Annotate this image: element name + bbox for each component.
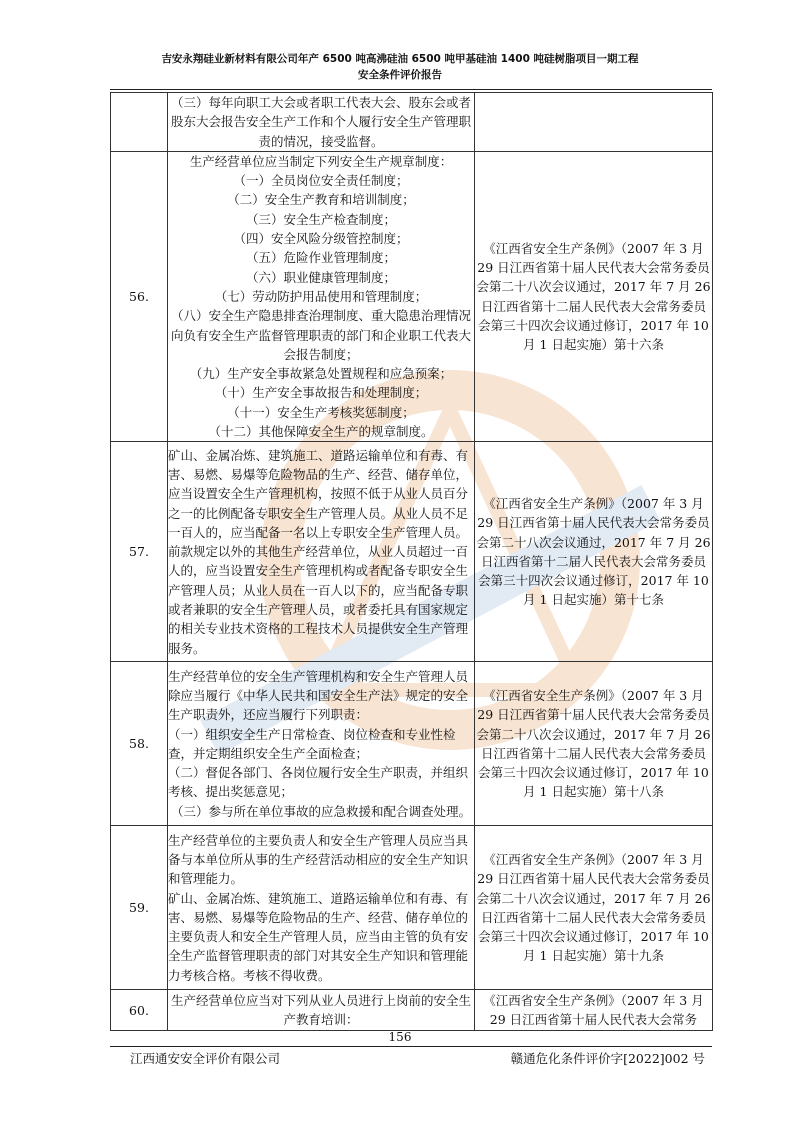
requirement-line: 前款规定以外的其他生产经营单位，从业人员超过一百人的，应当设置安全生产管理机构或者配备专职安全生产管理人员；从业人员在一百人以下的，应当配备专职或者兼职的安全生产管理人员，或者委托具有国家规定的相关专业技术资格的工程技术人员提供安全生产管理服务。 bbox=[168, 544, 469, 656]
table-row bbox=[111, 826, 713, 990]
requirement-line: 生产经营单位应当制定下列安全生产规章制度： bbox=[189, 153, 453, 169]
row-number: 59. bbox=[111, 826, 168, 990]
page-number: 156 bbox=[388, 1030, 412, 1044]
requirement-line: （二）安全生产教育和培训制度； bbox=[227, 192, 415, 208]
table-row bbox=[111, 662, 713, 826]
requirement-line: （十一）安全生产考核奖惩制度； bbox=[227, 404, 415, 420]
requirement-cell bbox=[168, 442, 475, 662]
requirement-cell bbox=[168, 662, 475, 826]
table-row bbox=[111, 442, 713, 662]
requirement-line: （六）职业健康管理制度； bbox=[245, 269, 396, 285]
requirement-line: 生产经营单位应当对下列从业人员进行上岗前的安全生产教育培训： bbox=[170, 993, 471, 1028]
report-header bbox=[0, 51, 800, 83]
footer-document-number: 赣通危化条件评价字[2022]002 号 bbox=[510, 1051, 705, 1066]
requirement-line: （一）组织安全生产日常检查、岗位检查和专业性检查，并定期组织安全生产全面检查； bbox=[168, 726, 456, 761]
regulation-table bbox=[110, 92, 713, 1031]
footer-rule bbox=[110, 1046, 712, 1047]
requirement-line: （七）劳动防护用品使用和管理制度； bbox=[214, 288, 428, 304]
reference-cell: 《江西省安全生产条例》（2007 年 3 月 29 日江西省第十届人民代表大会常务委员会第二十八次会议通过，2017 年 7 月 26 日江西省第十二届人民代表大会常务委员会第三十四次会议通过修订，2017 年 10 月 1 日起实施）第十六条 bbox=[475, 151, 713, 441]
requirement-cell bbox=[168, 93, 475, 152]
reference-cell: 《江西省安全生产条例》（2007 年 3 月 29 日江西省第十届人民代表大会常务委员会第二十八次会议通过，2017 年 7 月 26 日江西省第十二届人民代表大会常务委员会第三十四次会议通过修订，2017 年 10 月 1 日起实施）第十八条 bbox=[475, 662, 713, 826]
requirement-line: （五）危险作业管理制度； bbox=[245, 250, 396, 266]
header-rule bbox=[110, 89, 712, 90]
row-number: 60. bbox=[111, 990, 168, 1031]
row-number: 57. bbox=[111, 442, 168, 662]
table-row bbox=[111, 151, 713, 441]
requirement-line: （一）全员岗位安全责任制度； bbox=[233, 173, 409, 189]
requirement-line: （四）安全风险分级管控制度； bbox=[233, 231, 409, 247]
report-header-subtitle: 安全条件评价报告 bbox=[358, 69, 442, 81]
requirement-line: （三）安全生产检查制度； bbox=[245, 211, 396, 227]
requirement-line: （三）参与所在单位事故的应急救援和配合调查处理。 bbox=[170, 803, 471, 819]
reference-cell bbox=[475, 93, 713, 152]
table-row bbox=[111, 990, 713, 1031]
row-number: 56. bbox=[111, 151, 168, 441]
requirement-line: （九）生产安全事故紧急处置规程和应急预案； bbox=[189, 366, 453, 382]
row-number: 58. bbox=[111, 662, 168, 826]
requirement-cell bbox=[168, 826, 475, 990]
requirement-cell bbox=[168, 151, 475, 441]
requirement-line: 矿山、金属冶炼、建筑施工、道路运输单位和有毒、有害、易燃、易爆等危险物品的生产、经营、储存单位，应当设置安全生产管理机构，按照不低于从业人员百分之一的比例配备专职安全生产管理人员。从业人员不足一百人的，应当配备一名以上专职安全生产管理人员。 bbox=[168, 447, 469, 540]
requirement-line: 矿山、金属冶炼、建筑施工、道路运输单位和有毒、有害、易燃、易爆等危险物品的生产、经营、储存单位的主要负责人和安全生产管理人员，应当由主管的负有安全生产监督管理职责的部门对其安全生产知识和管理能力考核合格。考核不得收费。 bbox=[168, 890, 469, 983]
requirement-line: （十）生产安全事故报告和处理制度； bbox=[214, 385, 428, 401]
footer-company: 江西通安安全评价有限公司 bbox=[130, 1051, 281, 1066]
reference-cell: 《江西省安全生产条例》（2007 年 3 月 29 日江西省第十届人民代表大会常务 bbox=[475, 990, 713, 1031]
table-row bbox=[111, 93, 713, 152]
report-header-title: 吉安永翔硅业新材料有限公司年产 6500 吨高沸硅油 6500 吨甲基硅油 1400 吨硅树脂项目一期工程 bbox=[161, 53, 639, 65]
reference-cell: 《江西省安全生产条例》（2007 年 3 月 29 日江西省第十届人民代表大会常务委员会第二十八次会议通过，2017 年 7 月 26 日江西省第十二届人民代表大会常务委员会第三十四次会议通过修订，2017 年 10 月 1 日起实施）第十九条 bbox=[475, 826, 713, 990]
requirement-cell bbox=[168, 990, 475, 1031]
requirement-line: （三）每年向职工大会或者职工代表大会、股东会或者股东大会报告安全生产工作和个人履行安全生产管理职责的情况，接受监督。 bbox=[170, 95, 471, 149]
reference-cell: 《江西省安全生产条例》（2007 年 3 月 29 日江西省第十届人民代表大会常务委员会第二十八次会议通过，2017 年 7 月 26 日江西省第十二届人民代表大会常务委员会第三十四次会议通过修订，2017 年 10 月 1 日起实施）第十七条 bbox=[475, 442, 713, 662]
requirement-line: （八）安全生产隐患排查治理制度、重大隐患治理情况向负有安全生产监督管理职责的部门和企业职工代表大会报告制度； bbox=[170, 308, 471, 362]
requirement-line: 生产经营单位的主要负责人和安全生产管理人员应当具备与本单位所从事的生产经营活动相应的安全生产知识和管理能力。 bbox=[168, 832, 469, 887]
requirement-line: 生产经营单位的安全生产管理机构和安全生产管理人员除应当履行《中华人民共和国安全生产法》规定的安全生产职责外，还应当履行下列职责： bbox=[168, 668, 469, 723]
requirement-line: （十二）其他保障安全生产的规章制度。 bbox=[208, 424, 434, 440]
requirement-line: （二）督促各部门、各岗位履行安全生产职责，并组织考核、提出奖惩意见； bbox=[168, 765, 469, 800]
row-number bbox=[111, 93, 168, 152]
